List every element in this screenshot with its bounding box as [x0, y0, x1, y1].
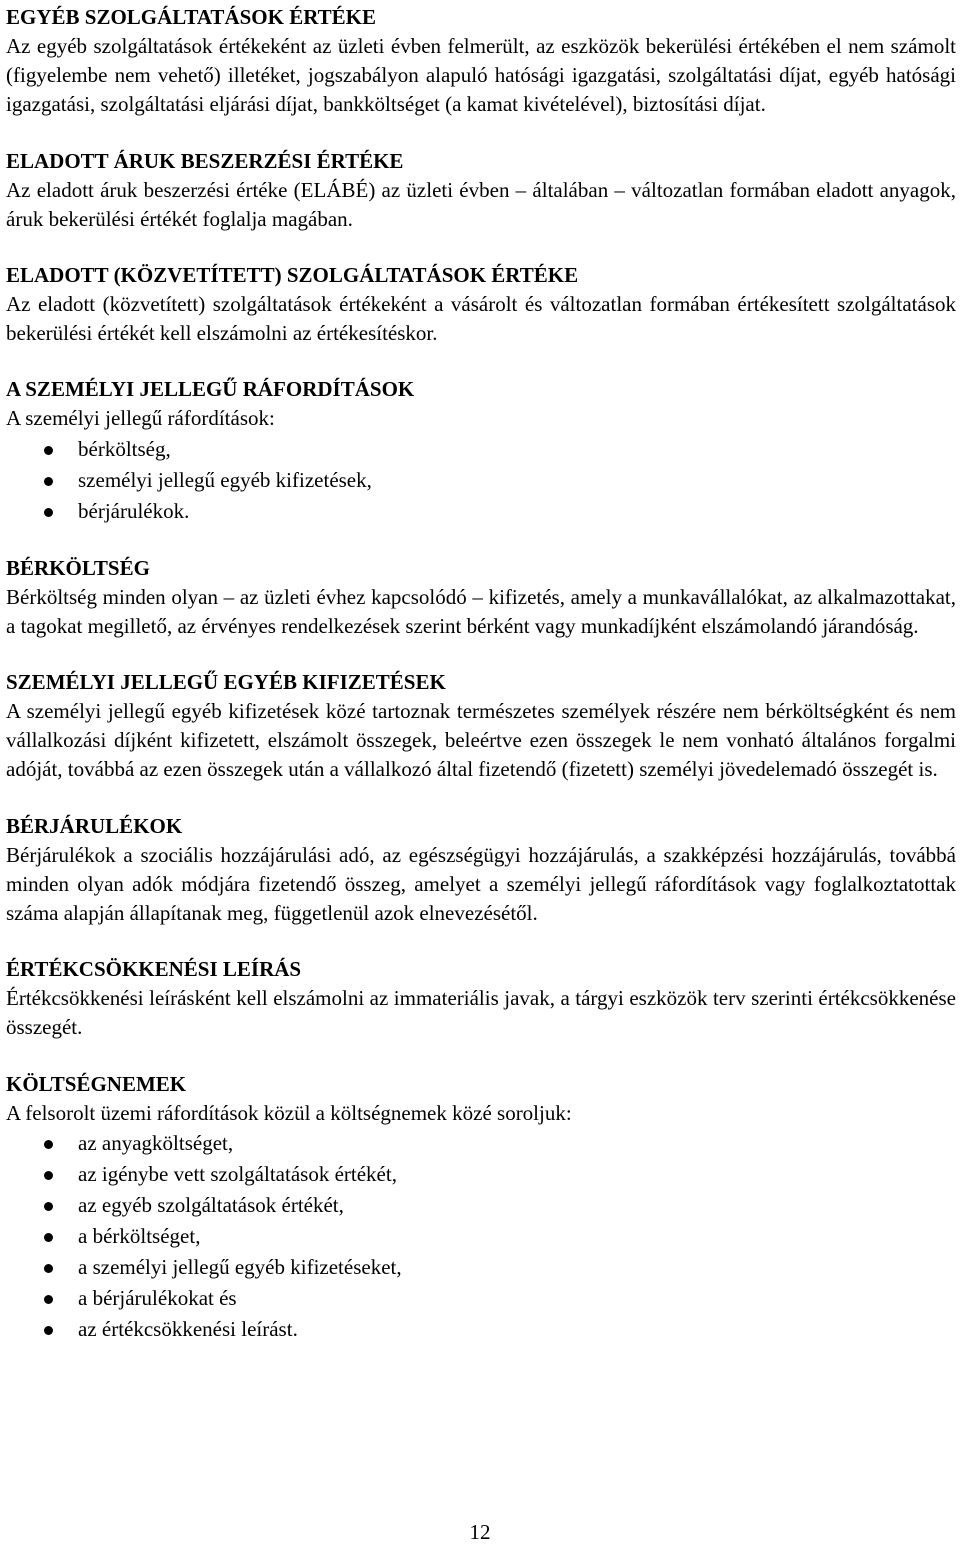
list-item: [6, 465, 956, 496]
list-item: [6, 1252, 956, 1283]
list-item: [6, 1128, 956, 1159]
section-eladott-aruk: [6, 144, 956, 234]
list-item-text: bérköltség,: [78, 436, 171, 461]
section-heading: SZEMÉLYI JELLEGŰ EGYÉB KIFIZETÉSEK: [6, 670, 446, 695]
section-kozvetitett-szolgaltatasok: [6, 258, 956, 348]
page-number: 12: [469, 1520, 491, 1544]
section-heading: A SZEMÉLYI JELLEGŰ RÁFORDÍTÁSOK: [6, 377, 415, 402]
bullet-icon: [44, 446, 53, 455]
section-paragraph: Bérjárulékok a szociális hozzájárulási adó, az egészségügyi hozzájárulás, a szakképzési hozzájárulás, továbbá minden olyan adók módjára fizetendő összeg, amelyet a személyi jellegű ráfordítások vagy foglalkoztatottak száma alapján állapítanak meg, függetlenül azok elnevezésétől.: [6, 842, 956, 926]
section-koltsegnemek: [6, 1067, 956, 1345]
section-heading: KÖLTSÉGNEMEK: [6, 1071, 187, 1096]
section-heading: ÉRTÉKCSÖKKENÉSI LEÍRÁS: [6, 957, 302, 982]
section-heading: BÉRKÖLTSÉG: [6, 555, 150, 580]
list-item-text: a bérjárulékokat és: [78, 1285, 237, 1310]
section-berkoltseg: [6, 551, 956, 641]
list-item: [6, 1221, 956, 1252]
section-berjarulekok: [6, 809, 956, 929]
list-item-text: a bérköltséget,: [78, 1223, 201, 1248]
section-szemelyi-raforditasok: [6, 372, 956, 526]
section-heading: ELADOTT ÁRUK BESZERZÉSI ÉRTÉKE: [6, 148, 404, 173]
list-item-text: az anyagköltséget,: [78, 1130, 234, 1155]
bullet-icon: [44, 1326, 53, 1335]
section-paragraph: Az egyéb szolgáltatások értékeként az üzleti évben felmerült, az eszközök bekerülési értékében el nem számolt (figyelembe nem vehető) illetéket, jogszabályon alapuló hatósági igazgatási, szolgáltatási díjat, egyéb hatósági igazgatási, szolgáltatási eljárási díjat, bankköltséget (a kamat kivételével), biztosítási díjat.: [6, 34, 956, 117]
section-heading: BÉRJÁRULÉKOK: [6, 813, 183, 838]
section-egyeb-szolgaltatasok: [6, 0, 956, 120]
section-paragraph: Az eladott áruk beszerzési értéke (ELÁBÉ) az üzleti évben – általában – változatlan formában eladott anyagok, áruk bekerülési értékét foglalja magában.: [6, 177, 956, 231]
list-item-text: bérjárulékok.: [78, 498, 190, 523]
bullet-icon: [44, 1140, 53, 1149]
section-paragraph: Bérköltség minden olyan – az üzleti évhez kapcsolódó – kifizetés, amely a munkavállalókat, az alkalmazottakat, a tagokat megillető, az érvényes rendelkezések szerint bérként vagy munkadíjként elszámolandó járandóság.: [6, 584, 956, 638]
bullet-icon: [44, 477, 53, 486]
bullet-icon: [44, 1264, 53, 1273]
bullet-icon: [44, 1233, 53, 1242]
list-item: [6, 496, 956, 527]
section-ertekcsokkenesi-leiras: [6, 952, 956, 1042]
section-szemelyi-egyeb-kifizetesek: [6, 665, 956, 785]
list-item: [6, 1159, 956, 1190]
section-paragraph: A személyi jellegű ráfordítások:: [6, 406, 275, 431]
section-paragraph: A személyi jellegű egyéb kifizetések közé tartoznak természetes személyek részére nem bérköltségként és nem vállalkozási díjként kifizetett, elszámolt összegek, beleértve ezen összegek le nem vonható általános forgalmi adóját, továbbá az ezen összegek után a vállalkozó által fizetendő (fizetett) személyi jövedelemadó összegét is.: [6, 699, 956, 782]
list-item-text: személyi jellegű egyéb kifizetések,: [78, 467, 372, 492]
list-item: [6, 434, 956, 465]
list-item-text: a személyi jellegű egyéb kifizetéseket,: [78, 1254, 402, 1279]
bullet-icon: [44, 1171, 53, 1180]
section-paragraph: A felsorolt üzemi ráfordítások közül a költségnemek közé soroljuk:: [6, 1100, 572, 1125]
bullet-icon: [44, 1202, 53, 1211]
list-item-text: az értékcsökkenési leírást.: [78, 1316, 298, 1341]
list-item: [6, 1190, 956, 1221]
bullet-icon: [44, 1295, 53, 1304]
section-heading: ELADOTT (KÖZVETÍTETT) SZOLGÁLTATÁSOK ÉRTÉKE: [6, 263, 579, 288]
list-item: [6, 1283, 956, 1314]
section-paragraph: Értékcsökkenési leírásként kell elszámolni az immateriális javak, a tárgyi eszközök terv szerinti értékcsökkenése összegét.: [6, 986, 956, 1040]
list-item-text: az igénybe vett szolgáltatások értékét,: [78, 1161, 397, 1186]
list-item: [6, 1314, 956, 1345]
bullet-list: [6, 434, 956, 527]
bullet-icon: [44, 508, 53, 517]
bullet-list: [6, 1128, 956, 1345]
section-paragraph: Az eladott (közvetített) szolgáltatások értékeként a vásárolt és változatlan formában értékesített szolgáltatások bekerülési értékét kell elszámolni az értékesítéskor.: [6, 292, 956, 346]
list-item-text: az egyéb szolgáltatások értékét,: [78, 1192, 344, 1217]
document-page: [6, 0, 956, 1345]
section-heading: EGYÉB SZOLGÁLTATÁSOK ÉRTÉKE: [6, 5, 376, 29]
